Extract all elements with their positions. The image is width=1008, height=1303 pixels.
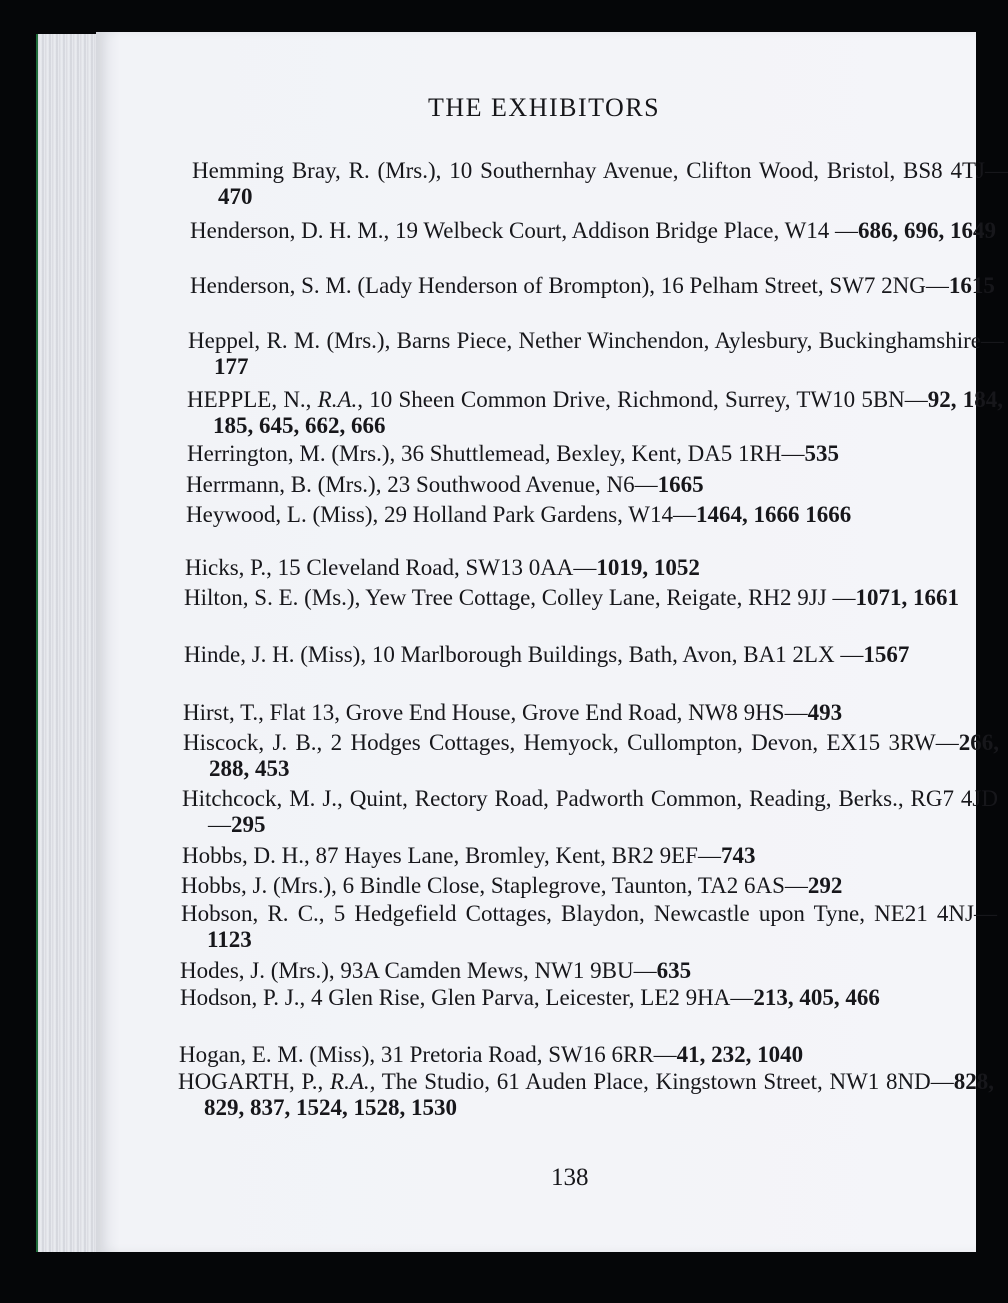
exhibitor-entry: Hodes, J. (Mrs.), 93A Camden Mews, NW1 9BU—635 xyxy=(180,958,692,983)
exhibitor-entry: Hobbs, J. (Mrs.), 6 Bindle Close, Staplegrove, Taunton, TA2 6AS—292 xyxy=(181,873,843,898)
exhibitor-entry: Hogan, E. M. (Miss), 31 Pretoria Road, SW16 6RR—41, 232, 1040 xyxy=(179,1042,804,1067)
exhibitor-entry: Hirst, T., Flat 13, Grove End House, Grove End Road, NW8 9HS—493 xyxy=(183,700,843,725)
exhibitor-entry: Hicks, P., 15 Cleveland Road, SW13 0AA—1019, 1052 xyxy=(185,555,700,580)
exhibitor-entry: Heppel, R. M. (Mrs.), Barns Piece, Nether Winchendon, Aylesbury, Buckinghamshire—177 xyxy=(188,328,1004,379)
exhibitor-entry: Hobson, R. C., 5 Hedgefield Cottages, Blaydon, Newcastle upon Tyne, NE21 4NJ—1123 xyxy=(181,901,997,952)
running-head: THE EXHIBITORS xyxy=(428,93,661,122)
exhibitor-entry: Hemming Bray, R. (Mrs.), 10 Southernhay Avenue, Clifton Wood, Bristol, BS8 4TJ—470 xyxy=(192,158,1008,209)
exhibitor-entry: Heywood, L. (Miss), 29 Holland Park Gardens, W14—1464, 1666 1666 xyxy=(186,502,852,527)
exhibitor-entry: Herrington, M. (Mrs.), 36 Shuttlemead, Bexley, Kent, DA5 1RH—535 xyxy=(187,441,840,466)
exhibitor-entry: HOGARTH, P., R.A., The Studio, 61 Auden Place, Kingstown Street, NW1 8ND—828, 829, 837, 1524, 1528, 1530 xyxy=(178,1069,994,1120)
exhibitor-entry: Hobbs, D. H., 87 Hayes Lane, Bromley, Kent, BR2 9EF—743 xyxy=(182,843,756,868)
exhibitor-entry: Hinde, J. H. (Miss), 10 Marlborough Buildings, Bath, Avon, BA1 2LX —1567 xyxy=(184,642,910,667)
exhibitor-entry: HEPPLE, N., R.A., 10 Sheen Common Drive, Richmond, Surrey, TW10 5BN—92, 184, 185, 645, 662, 666 xyxy=(187,387,1004,438)
exhibitor-entry: Hiscock, J. B., 2 Hodges Cottages, Hemyock, Cullompton, Devon, EX15 3RW—266, 288, 453 xyxy=(183,730,999,781)
exhibitor-entry: Herrmann, B. (Mrs.), 23 Southwood Avenue, N6—1665 xyxy=(186,472,704,497)
page-number: 138 xyxy=(551,1164,589,1191)
exhibitor-entry: Hitchcock, M. J., Quint, Rectory Road, Padworth Common, Reading, Berks., RG7 4JD—295 xyxy=(182,786,998,837)
exhibitor-entry: Hilton, S. E. (Ms.), Yew Tree Cottage, Colley Lane, Reigate, RH2 9JJ —1071, 1661 xyxy=(184,585,959,610)
exhibitor-entry: Henderson, S. M. (Lady Henderson of Brompton), 16 Pelham Street, SW7 2NG—1615 xyxy=(190,273,995,298)
exhibitor-entry: Henderson, D. H. M., 19 Welbeck Court, Addison Bridge Place, W14 —686, 696, 1649 xyxy=(190,218,997,243)
exhibitor-entry: Hodson, P. J., 4 Glen Rise, Glen Parva, Leicester, LE2 9HA—213, 405, 466 xyxy=(180,985,880,1010)
